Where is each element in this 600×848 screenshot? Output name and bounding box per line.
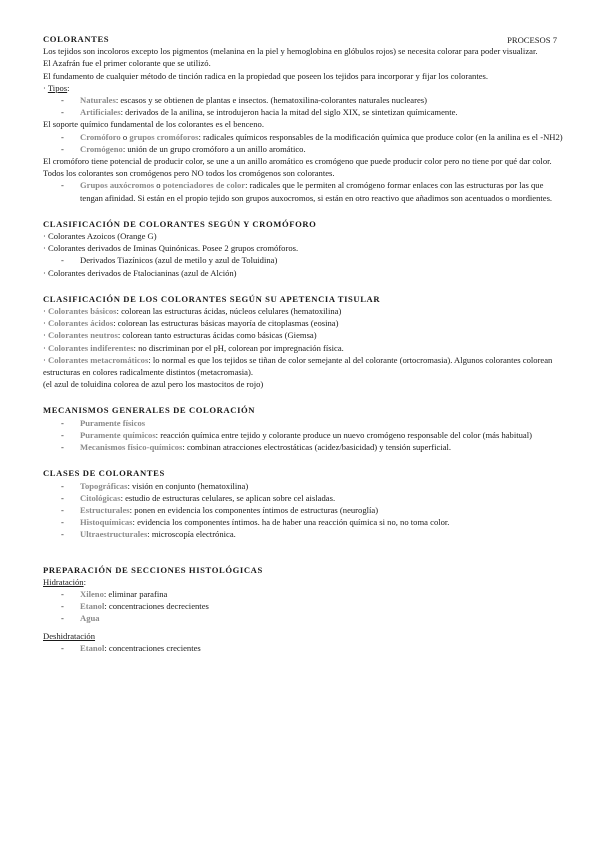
list-item-xileno	[43, 588, 563, 600]
term-xileno: Xileno	[80, 588, 104, 599]
list-item-naturales	[43, 94, 563, 106]
term-topograficas: Topográficas	[80, 480, 128, 491]
text-auxocromos: : radicales que le permiten al cromógeno formar enlaces con las estructuras por las que tengan afinidad. Si están en el propio tejido son grupos auxocromos, si están en otro reactivo que añadimos son acentuados o mordientes.	[80, 180, 553, 203]
term-agua: Agua	[80, 613, 100, 624]
text-artificiales: : derivados de la anilina, se introdujeron hacia la mitad del siglo XIX, se sintetizan químicamente.	[120, 107, 458, 118]
dash-bullet: -	[61, 143, 64, 154]
text-o: o	[154, 180, 163, 191]
text-tiazinicos: Derivados Tiazínicos (azul de metilo y azul de Toluidina)	[80, 255, 278, 266]
line-neutros	[43, 329, 563, 341]
bullet: ·	[43, 306, 49, 317]
list-item-ultraestructurales	[43, 528, 563, 540]
text-neutros: : colorean tanto estructuras ácidas como básicas (Giemsa)	[117, 330, 317, 341]
list-item-estructurales	[43, 504, 563, 516]
term-etanol-2: Etanol	[80, 642, 105, 653]
term-basicos: Colorantes básicos	[48, 306, 117, 317]
note-toluidina: (el azul de toluidina colorea de azul pero los mastocitos de rojo)	[43, 379, 264, 390]
section-title-clasificacion-cromoforo: CLASIFICACIÓN DE COLORANTES SEGÚN Y CROMÓFORO	[43, 218, 317, 229]
text-estructurales: : ponen en evidencia los componentes íntimos de estructuras (neuroglía)	[129, 504, 379, 515]
term-fisicos: Puramente físicos	[80, 417, 146, 428]
dash-bullet: -	[61, 429, 64, 440]
text-citologicas: : estudio de estructuras celulares, se aplican sobre cel aisladas.	[120, 492, 336, 503]
list-item-fisico-quimicos	[43, 441, 563, 453]
term-cromoforo: Cromóforo	[80, 131, 121, 142]
text-basicos: : colorean las estructuras ácidas, núcleos celulares (hematoxilina)	[116, 306, 342, 317]
text-ultraestructurales: : microscopía electrónica.	[147, 529, 236, 540]
tipos-heading	[43, 82, 563, 94]
list-item-auxocromos	[43, 179, 563, 203]
dash-bullet: -	[61, 588, 64, 599]
list-item-agua	[43, 612, 563, 624]
tipos-label: Tipos	[47, 82, 68, 93]
paragraph-soporte: El soporte químico fundamental de los colorantes es el benceno.	[43, 119, 264, 130]
dash-bullet: -	[61, 504, 64, 515]
line-iminas: · Colorantes derivados de Iminas Quinónicas. Posee 2 grupos cromóforos.	[43, 243, 299, 254]
term-cromogeno: Cromógeno	[80, 143, 123, 154]
paragraph-azafran: El Azafrán fue el primer colorante que se utilizó.	[43, 58, 211, 69]
line-indiferentes	[43, 342, 563, 354]
dash-bullet: -	[61, 601, 64, 612]
dash-bullet: -	[61, 442, 64, 453]
text-etanol-2: : concentraciones crecientes	[104, 642, 201, 653]
text-indiferentes: : no discriminan por el pH, colorean por impregnación física.	[133, 342, 344, 353]
dash-bullet: -	[61, 131, 64, 142]
term-fisico-quimicos: Mecanismos físico-químicos	[80, 442, 183, 453]
list-item-cromogeno	[43, 143, 563, 155]
text-xileno: : eliminar parafina	[103, 588, 168, 599]
dash-bullet: -	[61, 517, 64, 528]
hidratacion-label: Hidratación	[43, 576, 84, 587]
term-grupos-cromoforos: grupos cromóforos	[129, 131, 199, 142]
paragraph-fundamento: El fundamento de cualquier método de tinción radica en la propiedad que poseen los tejidos para incorporar y fijar los colorantes.	[43, 70, 489, 81]
section-title-preparacion: PREPARACIÓN DE SECCIONES HISTOLÓGICAS	[43, 564, 263, 575]
text-fisico-quimicos: : combinan atracciones electrostáticas (acidez/basicidad) y tensión superficial.	[182, 442, 452, 453]
page-number-label: PROCESOS 7	[507, 35, 557, 45]
list-item-tiazinicos	[43, 254, 563, 266]
dash-bullet: -	[61, 492, 64, 503]
text-naturales: : escasos y se obtienen de plantas e insectos. (hematoxilina-colorantes naturales nucleares)	[115, 95, 427, 106]
dash-bullet: -	[61, 642, 64, 653]
term-quimicos: Puramente químicos	[80, 429, 156, 440]
dash-bullet: -	[61, 95, 64, 106]
dash-bullet: -	[61, 417, 64, 428]
dash-bullet: -	[61, 180, 64, 191]
term-naturales: Naturales	[80, 95, 116, 106]
dash-bullet: -	[61, 529, 64, 540]
text-etanol: : concentraciones decrecientes	[104, 601, 209, 612]
term-neutros: Colorantes neutros	[48, 330, 118, 341]
list-item-topograficas	[43, 480, 563, 492]
line-acidos	[43, 317, 563, 329]
section-title-apetencia-tisular: CLASIFICACIÓN DE LOS COLORANTES SEGÚN SU APETENCIA TISULAR	[43, 293, 381, 304]
bullet: ·	[43, 354, 49, 365]
text-acidos: : colorean las estructuras básicas mayoría de citoplasmas (eosina)	[113, 318, 339, 329]
list-item-fisicos	[43, 417, 563, 429]
hidratacion-colon: :	[83, 576, 86, 587]
term-acidos: Colorantes ácidos	[48, 318, 114, 329]
term-metacromaticos: Colorantes metacromáticos	[48, 354, 149, 365]
tipos-bullet: ·	[43, 82, 48, 93]
section-title-clases: CLASES DE COLORANTES	[43, 468, 165, 479]
bullet: ·	[43, 318, 49, 329]
text-topograficas: : visión en conjunto (hematoxilina)	[127, 480, 249, 491]
term-estructurales: Estructurales	[80, 504, 130, 515]
term-artificiales: Artificiales	[80, 107, 121, 118]
list-item-cromoforo	[43, 131, 563, 143]
term-etanol: Etanol	[80, 601, 105, 612]
bullet: ·	[43, 330, 49, 341]
paragraph-intro: Los tejidos son incoloros excepto los pigmentos (melanina en la piel y hemoglobina en glóbulos rojos) se necesita colorar para poder visualizar.	[43, 46, 538, 57]
term-auxocromos: Grupos auxócromos	[80, 180, 155, 191]
dash-bullet: -	[61, 107, 64, 118]
paragraph-cromoforo-potencial: El cromóforo tiene potencial de producir color, se une a un anillo aromático es cromógeno que puede producir color pero no tiene por qué dar color.	[43, 156, 552, 167]
line-azoicos: · Colorantes Azoicos (Orange G)	[43, 231, 157, 242]
dash-bullet: -	[61, 255, 64, 266]
hidratacion-heading	[43, 576, 563, 588]
line-basicos	[43, 305, 563, 317]
text-histoquimicas: : evidencia los componentes íntimos. ha de haber una reacción química si no, no toma color.	[132, 517, 450, 528]
line-metacromaticos	[43, 354, 563, 378]
dash-bullet: -	[61, 613, 64, 624]
term-indiferentes: Colorantes indiferentes	[48, 342, 134, 353]
list-item-artificiales	[43, 106, 563, 118]
paragraph-todos-colorantes: Todos los colorantes son cromógenos pero NO todos los cromógenos son colorantes.	[43, 168, 335, 179]
term-ultraestructurales: Ultraestructurales	[80, 529, 148, 540]
list-item-histoquimicas	[43, 516, 563, 528]
document-body	[43, 33, 563, 654]
term-histoquimicas: Histoquímicas	[80, 517, 133, 528]
text-quimicos: : reacción química entre tejido y colorante produce un nuevo cromógeno responsable del color (más habitual)	[155, 429, 532, 440]
text-metacromaticos: : lo normal es que los tejidos se tiñan de color semejante al del colorante (ortocromasia). Algunos colorantes colorean estructuras en colores radicalmente distintos (metacromasia).	[43, 354, 553, 378]
section-title-colorantes: COLORANTES	[43, 34, 110, 44]
deshidratacion-label: Deshidratación	[43, 630, 96, 641]
list-item-citologicas	[43, 492, 563, 504]
bullet: ·	[43, 342, 49, 353]
text-cromogeno: : unión de un grupo cromóforo a un anillo aromático.	[122, 143, 306, 154]
text-o: o	[120, 131, 130, 142]
list-item-quimicos	[43, 429, 563, 441]
line-ftalocianinas: · Colorantes derivados de Ftalocianinas (azul de Alción)	[43, 267, 237, 278]
term-citologicas: Citológicas	[80, 492, 121, 503]
list-item-etanol	[43, 600, 563, 612]
tipos-colon: :	[67, 82, 70, 93]
dash-bullet: -	[61, 480, 64, 491]
list-item-etanol-crecientes	[43, 642, 563, 654]
text-cromoforo: : radicales químicos responsables de la modificación química que produce color (en la anilina es el -NH2)	[198, 131, 563, 142]
section-title-mecanismos: MECANISMOS GENERALES DE COLORACIÓN	[43, 405, 256, 416]
term-potenciadores: potenciadores de color	[162, 180, 246, 191]
